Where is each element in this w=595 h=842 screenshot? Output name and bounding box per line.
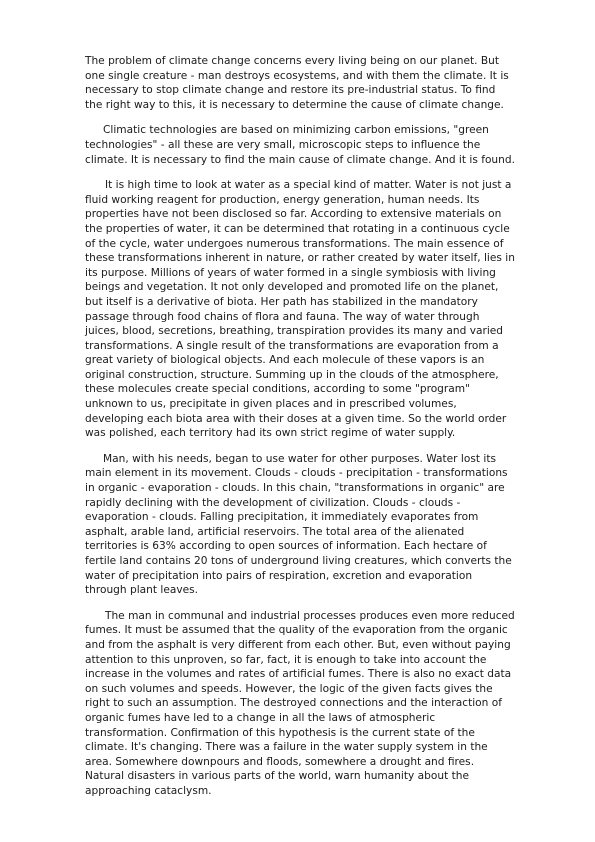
paragraph-3: It is high time to look at water as a special kind of matter. Water is not just a fluid working reagent for production, energy generation, human needs. Its properties have not been disclosed so far. According to extensive materials on the properties of water, it can be determined that rotating in a continuous cycle of the cycle, water undergoes numerous transformations. The main essence of these transformations inherent in nature, or rather created by water itself, lies in its purpose. Millions of years of water formed in a single symbiosis with living beings and vegetation. It not only developed and promoted life on the planet, but itself is a derivative of biota. Her path has stabilized in the mandatory passage through food chains of flora and fauna. The way of water through juices, blood, secretions, breathing, transpiration provides its many and varied transformations. A single result of the transformations are evaporation from a great variety of biological objects. And each molecule of these vapors is an original construction, structure. Summing up in the clouds of the atmosphere, these molecules create special conditions, according to some "program" unknown to us, precipitate in given places and in prescribed volumes, developing each biota area with their doses at a given time. So the world order was polished, each territory had its own strict regime of water supply.: [85, 179, 515, 440]
paragraph-2: Climatic technologies are based on minimizing carbon emissions, "green technologies" - all these are very small, microscopic steps to influence the climate. It is necessary to find the main cause of climate change. And it is found.: [85, 124, 515, 166]
paragraph-1: The problem of climate change concerns every living being on our planet. But one single creature - man destroys ecosystems, and with them the climate. It is necessary to stop climate change and restore its pre-industrial status. To find the right way to this, it is necessary to determine the cause of climate change.: [85, 55, 509, 111]
paragraph-4: Man, with his needs, began to use water for other purposes. Water lost its main element in its movement. Clouds - clouds - precipitation - transformations in organic - evaporation - clouds. In this chain, "transformations in organic" are rapidly declining with the development of civilization. Clouds - clouds - evaporation - clouds. Falling precipitation, it immediately evaporates from asphalt, arable land, artificial reservoirs. The total area of the alienated territories is 63% according to open sources of information. Each hectare of fertile land contains 20 tons of underground living creatures, which converts the water of precipitation into pairs of respiration, excretion and evaporation through plant leaves.: [85, 452, 512, 597]
paragraph-5: The man in communal and industrial processes produces even more reduced fumes. It must be assumed that the quality of the evaporation from the organic and from the asphalt is very different from each other. But, even without paying attention to this unproven, so far, fact, it is enough to take into account the increase in the volumes and rates of artificial fumes. There is also no exact data on such volumes and speeds. However, the logic of the given facts gives the right to such an assumption. The destroyed connections and the interaction of organic fumes have led to a change in all the laws of atmospheric transformation. Confirmation of this hypothesis is the current state of the climate. It's changing. There was a failure in the water supply system in the area. Somewhere downpours and floods, somewhere a drought and fires. Natural disasters in various parts of the world, warn humanity about the approaching cataclysm.: [85, 609, 515, 797]
document-body: [85, 54, 515, 810]
